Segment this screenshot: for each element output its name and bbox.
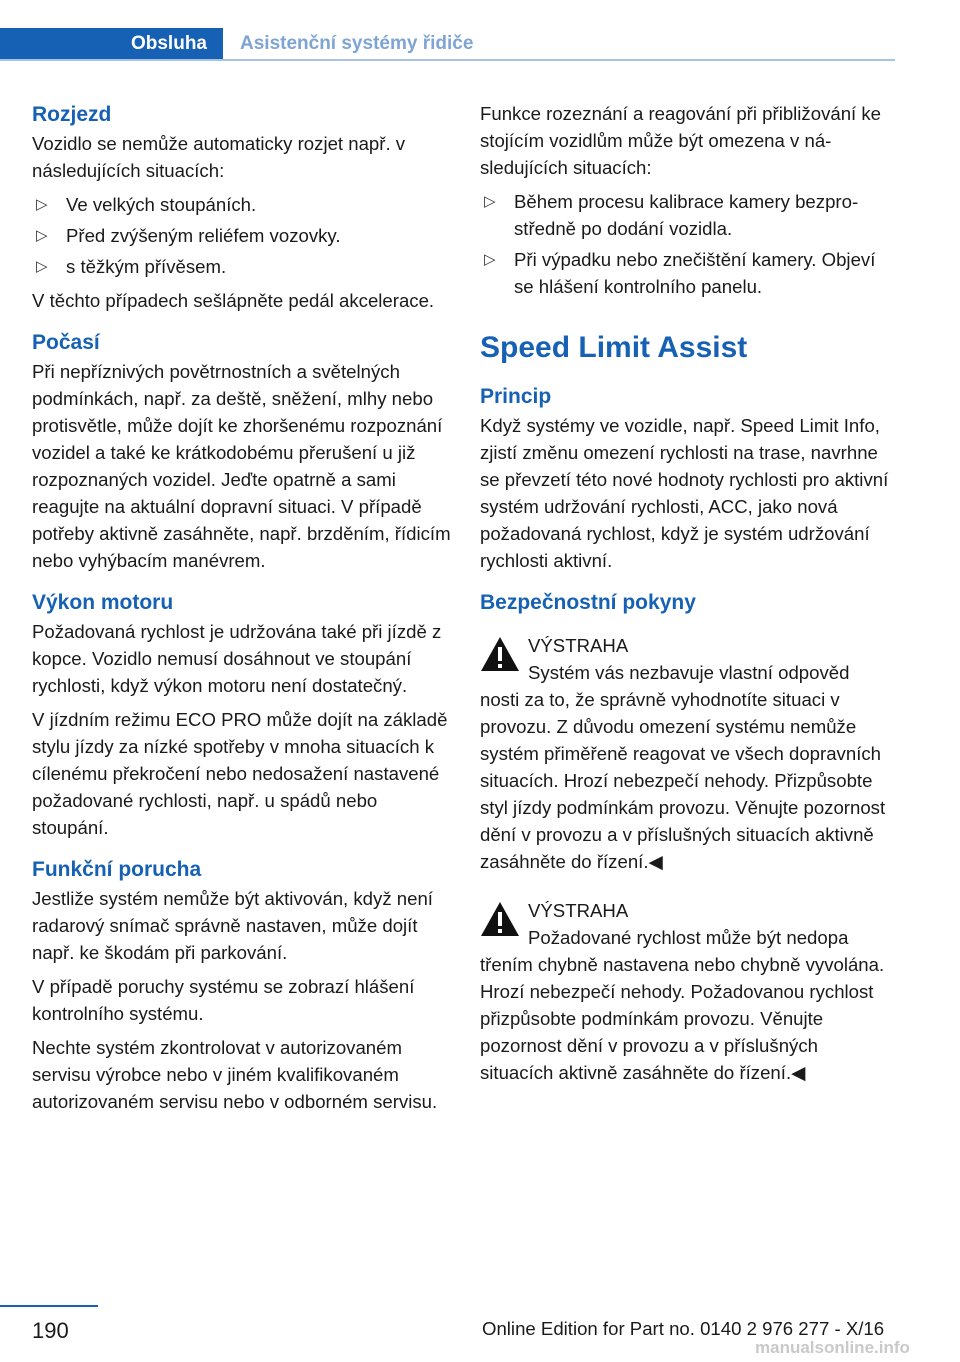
heading-pocasi: Počasí (32, 331, 100, 354)
tab-obsluha-label: Obsluha (130, 32, 207, 54)
list-item-text: Ve velkých stoupáních. (66, 194, 257, 215)
list-item (32, 253, 452, 280)
warning-triangle-icon (480, 901, 520, 937)
section-title-speed-limit-assist: Speed Limit Assist (480, 331, 748, 364)
warning-text: nosti za to, že správně vyhodnotíte situaci v provozu. Z důvodu omezení systému nemůže systém přiměřeně reagovat ve všech dopravních situacích. Hrozí nebezpečí nehody. Přizpůsobte styl jízdy podmínkám provozu. Věnujte pozornost dění v provozu a v příslušných situacích aktivně zasáhněte do řízení.◀ (480, 689, 886, 872)
warning-triangle-icon (480, 636, 520, 672)
heading-rozjezd: Rozjezd (32, 103, 112, 126)
page-number: 190 (32, 1318, 69, 1343)
vykon-paragraph-2: V jízdním režimu ECO PRO může dojít na základě stylu jízdy za nízké spotřeby v mnoha situacích k cílenému překročení nebo nedosažení nastavené požadované rychlosti, např. u spádů nebo stoupání. (32, 709, 448, 838)
list-item-text: Před zvýšeným reliéfem vozovky. (66, 225, 341, 246)
header-divider (0, 59, 895, 61)
list-item (32, 222, 452, 249)
tab-asistencni-label: Asistenční systémy řidiče (240, 32, 474, 54)
tab-asistencni-systemy[interactable] (240, 28, 473, 59)
vykon-paragraph-1: Požadovaná rychlost je udržována také při jízdě z kopce. Vozidlo nemusí dosáhnout ve stoupání rychlosti, když výkon motoru není dostatečný. (32, 621, 442, 696)
heading-princip: Princip (480, 385, 552, 408)
pocasi-text: Při nepříznivých povětrnostních a světelných podmínkách, např. za deště, sněžení, mlhy nebo protisvětle, může dojít ke zhoršenému rozpoznání vozidel a také ke krátkodobému přerušení u již rozpoznaných vozidel. Jeďte opatrně a sami reagujte na aktuální dopravní situaci. V případě potřeby aktivně zasáhněte, např. brzděním, řídicím nebo vyhýbacím manévrem. (32, 361, 451, 571)
porucha-paragraph-1: Jestliže systém nemůže být aktivován, když není radarový snímač správně nastaven, může dojít např. ke škodám při parkování. (32, 888, 433, 963)
porucha-paragraph-2: V případě poruchy systému se zobrazí hlášení kontrolního systému. (32, 976, 415, 1024)
tab-obsluha[interactable] (0, 28, 223, 59)
princip-text: Když systémy ve vozidle, např. Speed Limit Info, zjistí změnu omezení rychlosti na trase, navrhne se převzetí této nové hodnoty rychlosti pro aktivní systém udržování rychlosti, ACC, jako nová požadovaná rychlost, když je systém udržování rychlosti aktivní. (480, 415, 889, 571)
heading-vykon-motoru: Výkon motoru (32, 591, 174, 614)
triangle-bullet-icon: ▷ (36, 258, 48, 275)
rozjezd-outro: V těchto případech sešlápněte pedál akcelerace. (32, 290, 435, 311)
triangle-bullet-icon: ▷ (484, 193, 496, 210)
watermark: manualsonline.info (755, 1338, 910, 1357)
list-item-text: Při výpadku nebo znečištění kamery. Objeví se hlášení kontrolního panelu. (514, 249, 876, 297)
warning-block-1 (480, 632, 892, 875)
rozjezd-intro: Vozidlo se nemůže automaticky rozjet např. v následujících situacích: (32, 133, 406, 181)
header-bar (0, 28, 895, 61)
heading-bezpecnostni-pokyny: Bezpečnostní pokyny (480, 591, 696, 614)
right-column (480, 100, 892, 1086)
warning-title: VÝSTRAHA (528, 635, 629, 656)
warning-block-2 (480, 897, 892, 1086)
heading-funkcni-porucha: Funkční porucha (32, 858, 202, 881)
edition-text: Online Edition for Part no. 0140 2 976 277 - X/16 (482, 1318, 885, 1339)
list-item (480, 246, 892, 300)
footer-divider (0, 1305, 98, 1307)
warning-text: třením chybně nastavena nebo chybně vyvolána. Hrozí nebezpečí nehody. Požadovanou rychlost přizpůsobte podmínkám provozu. Věnujte pozornost dění v provozu a v příslušných situacích aktivně zasáhněte do řízení.◀ (480, 954, 885, 1083)
triangle-bullet-icon: ▷ (36, 196, 48, 213)
list-item-text: s těžkým přívěsem. (66, 256, 227, 277)
limitations-list (480, 188, 892, 300)
list-item (480, 188, 892, 242)
warning-title: VÝSTRAHA (528, 900, 629, 921)
limitations-intro: Funkce rozeznání a reagování při přibližování ke stojícím vozidlům může být omezena v následujících situacích: (480, 103, 882, 178)
rozjezd-list (32, 191, 452, 280)
porucha-paragraph-3: Nechte systém zkontrolovat v autorizovaném servisu výrobce nebo v jiném kvalifikovaném autorizovaném servisu nebo v odborném servisu. (32, 1037, 438, 1112)
left-column (32, 100, 452, 1122)
list-item (32, 191, 452, 218)
triangle-bullet-icon: ▷ (36, 227, 48, 244)
list-item-text: Během procesu kalibrace kamery bezprostředně po dodání vozidla. (514, 191, 859, 239)
triangle-bullet-icon: ▷ (484, 251, 496, 268)
warning-first-line: Požadované rychlost může být nedopa (528, 927, 849, 948)
warning-first-line: Systém vás nezbavuje vlastní odpověd (528, 662, 850, 683)
